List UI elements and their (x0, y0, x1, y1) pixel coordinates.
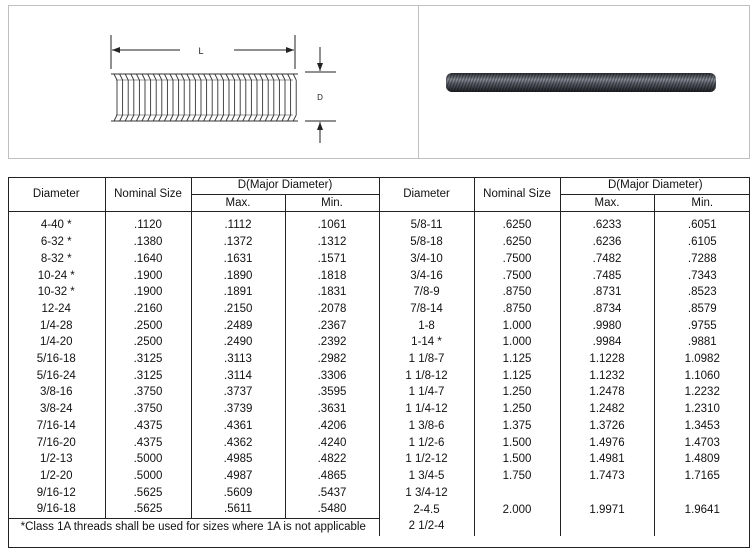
cell-nominal: 1.375 (474, 418, 560, 435)
cell-min: 1.3453 (654, 418, 750, 435)
cell-max: .3737 (191, 384, 285, 401)
cell-nominal: 2.000 (474, 501, 560, 518)
table-row (8, 368, 750, 385)
cell-nominal: .3750 (105, 401, 191, 418)
table-row (8, 268, 750, 285)
length-label: L (198, 46, 204, 56)
table-row (8, 234, 750, 251)
cell-diameter: 1 1/2-12 (379, 451, 474, 468)
cell-nominal: 1.500 (474, 435, 560, 452)
cell-diameter: 1 3/8-6 (379, 418, 474, 435)
cell-max: .1631 (191, 251, 285, 268)
cell-diameter: 12-24 (41, 302, 71, 315)
cell-max: 1.2478 (560, 384, 654, 401)
cell-diameter: 1-8 (379, 318, 474, 335)
cell-diameter: 9/16-18 (36, 503, 76, 516)
empty-cell (654, 519, 750, 536)
cell-max: .7482 (560, 251, 654, 268)
cell-max: 1.3726 (560, 418, 654, 435)
cell-max: .4361 (191, 418, 285, 435)
cell-diameter: 9/16-12 (36, 486, 76, 499)
cell-min: .4865 (285, 468, 379, 485)
cell-nominal: .2160 (105, 301, 191, 318)
table-row (8, 334, 750, 351)
cell-max: .4987 (191, 468, 285, 485)
table-row (8, 284, 750, 301)
table-row (8, 301, 750, 318)
cell-min: .6105 (654, 234, 750, 251)
cell-min: .8579 (654, 301, 750, 318)
cell-nominal: .4375 (105, 435, 191, 452)
cell-nominal: 1.250 (474, 401, 560, 418)
table-row (8, 251, 750, 268)
cell-nominal: .3125 (105, 351, 191, 368)
cell-diameter: 1 1/8-12 (379, 368, 474, 385)
cell-min: .6051 (654, 212, 750, 234)
table-row (8, 435, 750, 452)
cell-diameter: 7/8-9 (379, 284, 474, 301)
table-row (8, 485, 750, 502)
cell-max: .1112 (191, 212, 285, 234)
col-header-major-diameter: D(Major Diameter) (560, 177, 750, 194)
cell-nominal: .5625 (105, 485, 191, 502)
cell-nominal: .5000 (105, 468, 191, 485)
cell-min: .5437 (285, 485, 379, 502)
cell-nominal: .1120 (105, 212, 191, 234)
cell-max: .5609 (191, 485, 285, 502)
cell-min: .4206 (285, 418, 379, 435)
table-row (8, 451, 750, 468)
cell-diameter: 5/16-18 (36, 353, 76, 366)
cell-max: 1.7473 (560, 468, 654, 485)
cell-diameter: 1/2-20 (39, 469, 73, 482)
cell-nominal: .5000 (105, 451, 191, 468)
cell-max (560, 485, 654, 502)
cell-min (654, 485, 750, 502)
cell-min: .2078 (285, 301, 379, 318)
cell-min: 1.2310 (654, 401, 750, 418)
table-row (8, 384, 750, 401)
cell-nominal: .5625 (105, 501, 191, 518)
cell-min: .1831 (285, 284, 379, 301)
cell-nominal: 1.500 (474, 451, 560, 468)
cell-diameter: 7/16-14 (36, 419, 76, 432)
table-row (8, 212, 750, 234)
cell-diameter: 6-32 * (40, 236, 72, 249)
cell-diameter: 7/8-14 (379, 301, 474, 318)
cell-max: .5611 (191, 501, 285, 518)
cell-max: .2489 (191, 318, 285, 335)
cell-min: .3595 (285, 384, 379, 401)
cell-nominal: .1380 (105, 234, 191, 251)
cell-max: .2150 (191, 301, 285, 318)
cell-min: 1.7165 (654, 468, 750, 485)
cell-max: .1891 (191, 284, 285, 301)
cell-nominal: .1640 (105, 251, 191, 268)
cell-diameter: 1 3/4-12 (379, 485, 474, 502)
cell-diameter: 1-14 * (379, 334, 474, 351)
cell-nominal: .6250 (474, 212, 560, 234)
cell-diameter: 10-24 * (37, 269, 75, 282)
cell-nominal: .1900 (105, 268, 191, 285)
cell-diameter: 5/8-18 (379, 234, 474, 251)
cell-min: .4240 (285, 435, 379, 452)
cell-max: .9984 (560, 334, 654, 351)
table-row (8, 418, 750, 435)
cell-nominal: .2500 (105, 334, 191, 351)
cell-nominal: .8750 (474, 301, 560, 318)
cell-diameter: 5/16-24 (36, 369, 76, 382)
cell-diameter: 7/16-20 (36, 436, 76, 449)
cell-min: .5480 (285, 501, 379, 518)
cell-diameter: 3/4-10 (379, 251, 474, 268)
cell-min: .1571 (285, 251, 379, 268)
cell-max: .2490 (191, 334, 285, 351)
cell-min: 1.2232 (654, 384, 750, 401)
table-row (8, 468, 750, 485)
cell-nominal: .3125 (105, 368, 191, 385)
cell-nominal (474, 485, 560, 502)
cell-max: .3739 (191, 401, 285, 418)
col-header-major-diameter: D(Major Diameter) (191, 177, 379, 194)
cell-min: 1.1060 (654, 368, 750, 385)
col-header-nominal-size: Nominal Size (105, 177, 191, 212)
cell-diameter: 8-32 * (40, 252, 72, 265)
diameter-label: D (317, 93, 323, 102)
cell-max: 1.1232 (560, 368, 654, 385)
cell-min: .7343 (654, 268, 750, 285)
col-header-max: Max. (560, 194, 654, 212)
cell-diameter: 1/4-28 (39, 319, 73, 332)
cell-min: .1312 (285, 234, 379, 251)
cell-diameter: 4-40 * (40, 219, 72, 232)
cell-max: .3113 (191, 351, 285, 368)
cell-min: .7288 (654, 251, 750, 268)
empty-cell (474, 519, 560, 536)
cell-diameter: 1 3/4-5 (379, 468, 474, 485)
cell-max: .1372 (191, 234, 285, 251)
cell-min: .3631 (285, 401, 379, 418)
cell-diameter: 1 1/4-7 (379, 384, 474, 401)
cell-min: .4822 (285, 451, 379, 468)
cell-min: .2392 (285, 334, 379, 351)
cell-max: .9980 (560, 318, 654, 335)
cell-max: .4362 (191, 435, 285, 452)
col-header-min: Min. (285, 194, 379, 212)
cell-diameter: 1 1/2-6 (379, 435, 474, 452)
cell-diameter: 1/4-20 (39, 336, 73, 349)
col-header-nominal-size: Nominal Size (474, 177, 560, 212)
thread-spec-table (8, 177, 750, 536)
cell-max: .3114 (191, 368, 285, 385)
cell-diameter: 1 1/8-7 (379, 351, 474, 368)
cell-diameter: 3/4-16 (379, 268, 474, 285)
cell-diameter: 1 1/4-12 (379, 401, 474, 418)
cell-min: .9881 (654, 334, 750, 351)
cell-max: .8734 (560, 301, 654, 318)
cell-diameter: 1/2-13 (39, 453, 73, 466)
cell-max: 1.4981 (560, 451, 654, 468)
cell-min: .2367 (285, 318, 379, 335)
cell-min: .3306 (285, 368, 379, 385)
rod-thread-pattern (114, 74, 296, 121)
cell-nominal: 1.000 (474, 334, 560, 351)
cell-min: .1061 (285, 212, 379, 234)
cell-nominal: .8750 (474, 284, 560, 301)
cell-diameter: 5/8-11 (379, 212, 474, 234)
cell-min: .2982 (285, 351, 379, 368)
cell-diameter: 3/8-16 (39, 386, 73, 399)
cell-diameter: 2 1/2-4 (408, 519, 445, 532)
cell-nominal: .7500 (474, 268, 560, 285)
footnote: *Class 1A threads shall be used for sizes where 1A is not applicable (8, 519, 379, 536)
cell-max: .8731 (560, 284, 654, 301)
cell-diameter: 3/8-24 (39, 403, 73, 416)
cell-nominal: .6250 (474, 234, 560, 251)
cell-max: 1.1228 (560, 351, 654, 368)
cell-min: 1.0982 (654, 351, 750, 368)
cell-diameter: 2-4.5 (379, 501, 474, 518)
cell-nominal: .1900 (105, 284, 191, 301)
cell-max: 1.2482 (560, 401, 654, 418)
table-row (8, 401, 750, 418)
cell-min: .9755 (654, 318, 750, 335)
col-header-diameter: Diameter (379, 177, 474, 212)
cell-max: .6233 (560, 212, 654, 234)
table-row (8, 501, 750, 518)
cell-nominal: .2500 (105, 318, 191, 335)
table-row (8, 318, 750, 335)
cell-max: .4985 (191, 451, 285, 468)
threaded-rod-drawing (8, 5, 418, 159)
cell-nominal: .7500 (474, 251, 560, 268)
cell-nominal: 1.125 (474, 368, 560, 385)
cell-nominal: 1.000 (474, 318, 560, 335)
col-header-diameter: Diameter (8, 177, 105, 212)
cell-max: .6236 (560, 234, 654, 251)
cell-nominal: 1.750 (474, 468, 560, 485)
cell-diameter: 10-32 * (37, 286, 75, 299)
cell-max: 1.4976 (560, 435, 654, 452)
cell-max: .1890 (191, 268, 285, 285)
table-row (8, 351, 750, 368)
cell-max: .7485 (560, 268, 654, 285)
cell-min: 1.4809 (654, 451, 750, 468)
cell-nominal: .3750 (105, 384, 191, 401)
cell-min: .1818 (285, 268, 379, 285)
col-header-min: Min. (654, 194, 750, 212)
cell-nominal: 1.125 (474, 351, 560, 368)
footnote-row (8, 519, 750, 536)
cell-min: 1.4703 (654, 435, 750, 452)
empty-cell (560, 519, 654, 536)
threaded-rod-photo (419, 5, 750, 159)
cell-nominal: .4375 (105, 418, 191, 435)
cell-max: 1.9971 (560, 501, 654, 518)
cell-min: 1.9641 (654, 501, 750, 518)
col-header-max: Max. (191, 194, 285, 212)
cell-min: .8523 (654, 284, 750, 301)
cell-nominal: 1.250 (474, 384, 560, 401)
